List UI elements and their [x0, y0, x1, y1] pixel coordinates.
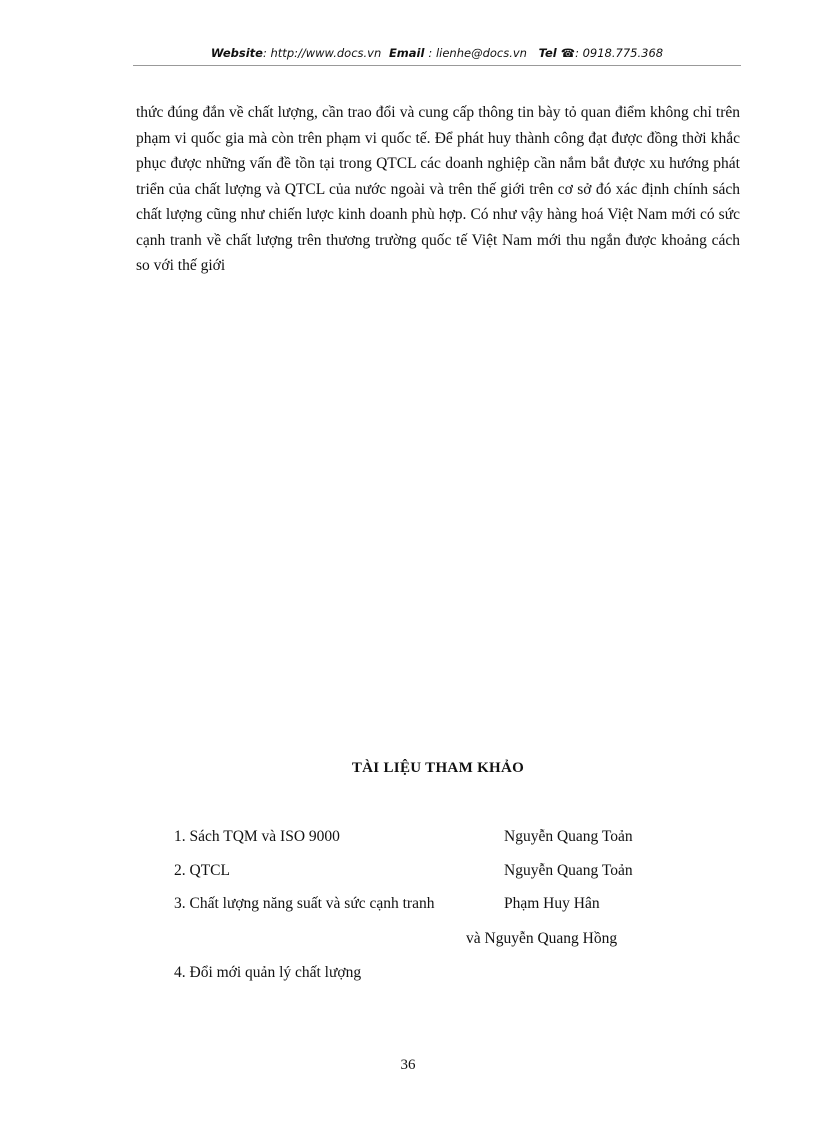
website-label: Website — [210, 46, 263, 60]
email-label: Email — [388, 46, 425, 60]
tel-value: : 0918.775.368 — [575, 46, 664, 60]
reference-author-continuation: và Nguyễn Quang Hồng — [466, 930, 618, 947]
reference-title: 2. QTCL — [174, 862, 230, 879]
website-value: : http://www.docs.vn — [262, 46, 382, 60]
page-header — [133, 46, 741, 66]
reference-title: 1. Sách TQM và ISO 9000 — [174, 828, 340, 845]
tel-label: Tel — [538, 46, 557, 60]
reference-title: 4. Đổi mới quản lý chất lượng — [174, 964, 362, 981]
reference-item — [174, 964, 734, 986]
reference-author: Nguyễn Quang Toản — [504, 828, 633, 845]
reference-item — [174, 828, 734, 850]
reference-author: Phạm Huy Hân — [504, 895, 600, 912]
reference-item — [174, 862, 734, 884]
email-value: : lienhe@docs.vn — [428, 46, 527, 60]
reference-item — [174, 895, 734, 917]
body-paragraph: thức đúng đắn về chất lượng, cần trao đổi và cung cấp thông tin bày tỏ quan điểm không chỉ trên phạm vi quốc gia mà còn trên phạm vi quốc tế. Để phát huy thành công đạt được đồng thời khắc phục được những vấn đề tồn tại trong QTCL các doanh nghiệp cần nắm bắt được xu hướng phát triển của chất lượng và QTCL của nước ngoài và trên thế giới trên cơ sở đó xác định chính sách chất lượng cũng như chiến lược kinh doanh phù hợp. Có như vậy hàng hoá Việt Nam mới có sức cạnh tranh về chất lượng trên thương trường quốc tế Việt Nam mới thu ngắn được khoảng cách so với thế giới — [136, 104, 740, 274]
phone-icon: ☎ — [560, 46, 576, 60]
reference-title: 3. Chất lượng năng suất và sức cạnh tranh — [174, 895, 435, 912]
references-title: TÀI LIỆU THAM KHẢO — [351, 760, 525, 776]
page-number: 36 — [400, 1057, 416, 1073]
reference-author: Nguyễn Quang Toản — [504, 862, 633, 879]
